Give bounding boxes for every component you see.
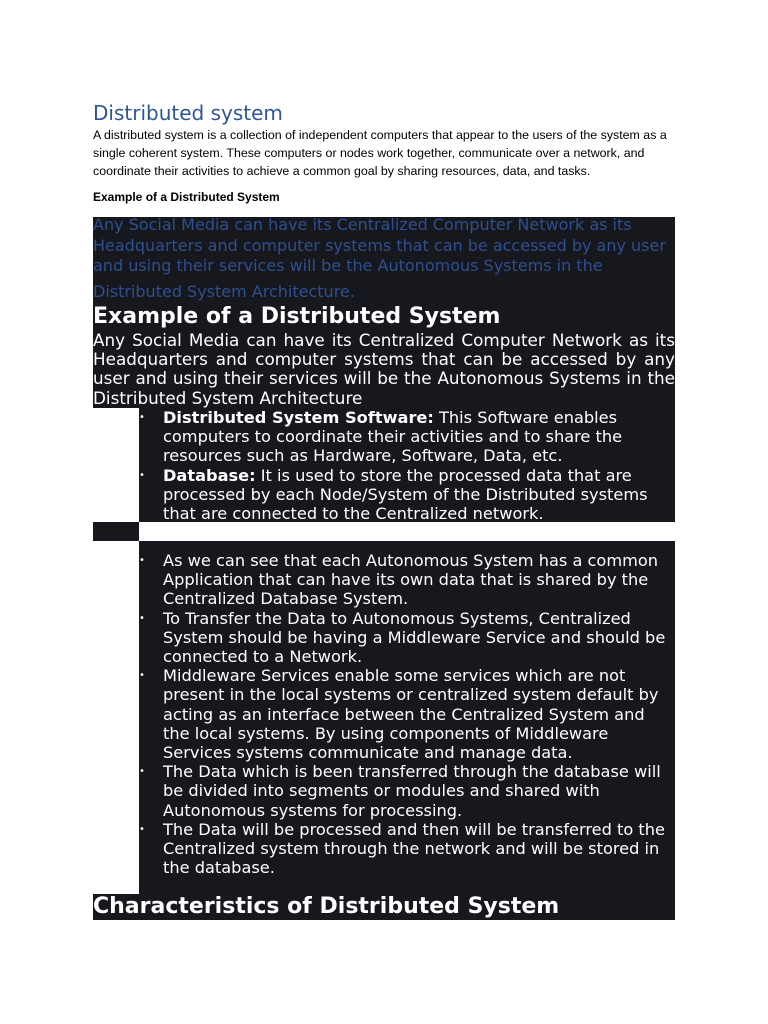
list-item: [139, 551, 675, 609]
list-item-text: As we can see that each Autonomous System has a common Application that can have its own data that is shared by the Centralized Database System.: [163, 551, 659, 609]
list-item: [139, 666, 675, 763]
list-item-text: It is used to store the processed data that are processed by each Node/System of the Distributed systems that are connected to the Centralized network.: [163, 465, 648, 524]
list-item-text: Middleware Services enable some services which are not present in the local systems or centralized system default by acting as an interface between the Centralized System and the local systems. By using components of Middleware Services systems communicate and manage data.: [163, 666, 659, 763]
bullet-icon: •: [139, 412, 145, 423]
list-item-term: Database:: [163, 465, 256, 485]
characteristics-heading: Characteristics of Distributed System: [93, 894, 560, 919]
bullet-icon: •: [139, 469, 145, 481]
bullet-icon: •: [139, 766, 145, 778]
list-item: [139, 762, 675, 820]
example-subheading: Example of a Distributed System: [93, 190, 280, 204]
left-margin-gap-1: [93, 408, 139, 522]
list-item-text: The Data will be processed and then will be transferred to the Centralized system through the network and will be stored in the database.: [163, 819, 666, 878]
list-item: [139, 819, 675, 878]
bullet-icon: •: [139, 670, 145, 682]
blue-highlighted-paragraph: Any Social Media can have its Centralized Computer Network as its Headquarters and computer systems that can be accessed by any user and using their services will be the Autonomous Systems in the: [93, 215, 666, 275]
white-separator-gap: [139, 522, 675, 541]
intro-paragraph: A distributed system is a collection of independent computers that appear to the users of the system as a single coherent system. These computers or nodes work together, communicate over a network, and coordinate their activities to achieve a common goal by sharing resources, data, and tasks.: [93, 128, 667, 178]
blue-paragraph-last-line: Distributed System Architecture.: [93, 282, 355, 301]
bullet-icon: •: [139, 612, 145, 624]
workflow-list: [139, 551, 675, 878]
list-item-text: This Software enables computers to coordinate their activities and to share the resources such as Hardware, Software, Data, etc.: [163, 408, 623, 466]
bullet-icon: •: [139, 823, 145, 835]
dark-section-heading: Example of a Distributed System: [93, 304, 501, 329]
bullet-icon: •: [139, 555, 145, 566]
list-item-text: The Data which is been transferred through the database will be divided into segments or modules and shared with Autonomous systems for processing.: [163, 762, 661, 820]
dark-section-paragraph: Any Social Media can have its Centralized Computer Network as its Headquarters and computer systems that can be accessed by any user and using their services will be the Autonomous Systems in the Distributed System Architecture: [93, 330, 675, 408]
components-list: [139, 408, 675, 524]
list-item: [139, 608, 675, 667]
list-item-term: Distributed System Software:: [163, 408, 434, 427]
list-item: [139, 408, 675, 466]
left-margin-gap-2: [93, 541, 139, 894]
list-item: [139, 465, 675, 524]
document-title: Distributed system: [93, 101, 283, 125]
list-item-text: To Transfer the Data to Autonomous Systems, Centralized System should be having a Middleware Service and should be connected to a Network.: [163, 608, 666, 667]
